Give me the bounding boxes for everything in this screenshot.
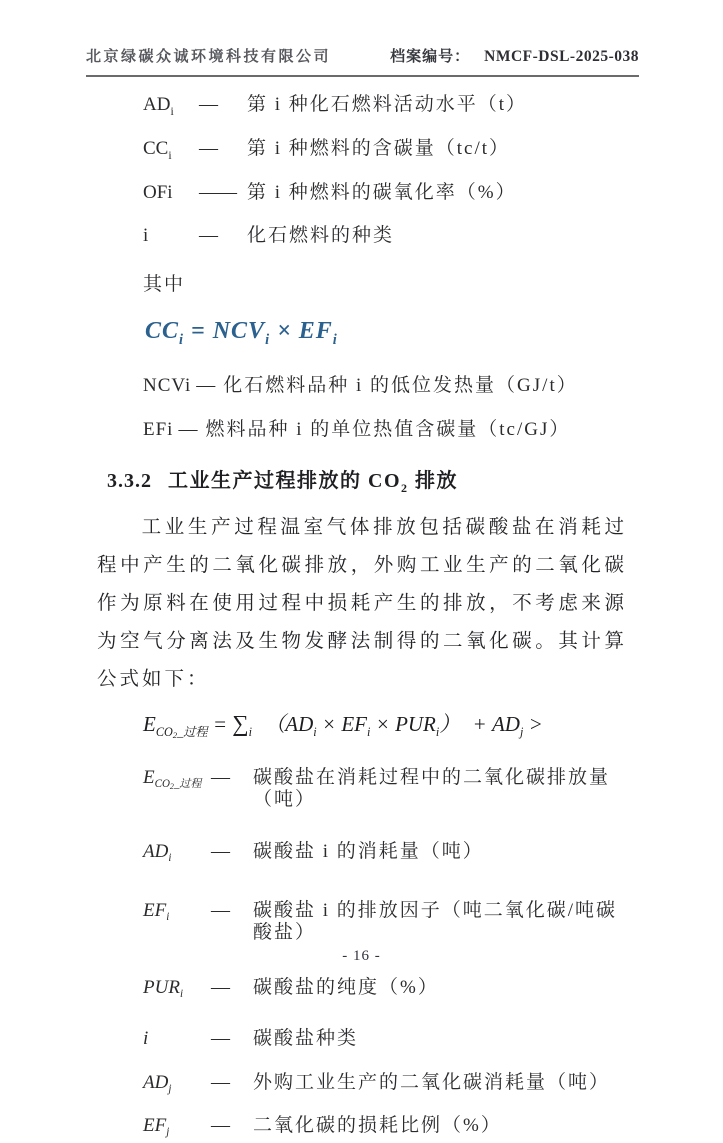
symbol: i — [143, 1027, 149, 1049]
dash: — — [211, 840, 230, 862]
definition-text: 碳酸盐在消耗过程中的二氧化碳排放量（吨） — [253, 766, 611, 810]
definition-row-cci — [143, 138, 627, 166]
symbol: $CC_i$ — [143, 137, 172, 162]
company-name: 北京绿碳众诚环境科技有限公司 — [86, 49, 332, 65]
definition-text: 碳酸盐 i 的消耗量（吨） — [253, 840, 484, 862]
definition-text: 外购工业生产的二氧化碳消耗量（吨） — [253, 1071, 611, 1093]
formula-process-emission: $E_{CO2\_过程} = \sum_i$ $(AD_i \times EF_i \times PUR_i) + AD_j$ > — [143, 710, 543, 740]
archive-label: 档案编号： — [390, 49, 471, 65]
symbol: $AD_j$ — [143, 1071, 172, 1095]
symbol: $PUR_i$ — [143, 976, 183, 1000]
definition-row-adj — [143, 1072, 627, 1100]
definition-text: 碳酸盐的纯度（%） — [253, 976, 439, 998]
section-heading — [107, 464, 627, 496]
definition-text: 第 i 种燃料的含碳量（tc/t） — [247, 137, 511, 159]
document-body — [97, 88, 627, 1143]
formula-cc-ncv-ef: $CC_i = NCV_i \times EF_i$ — [145, 318, 338, 348]
dash: — — [211, 1114, 230, 1136]
definition-row-ofi — [143, 182, 627, 210]
definition-row-efi — [143, 900, 627, 944]
archive-number-group — [390, 45, 639, 66]
definition-text: 碳酸盐 i 的排放因子（吨二氧化碳/吨碳酸盐） — [253, 899, 618, 943]
dash: — — [178, 418, 199, 440]
definition-row-e-process — [143, 767, 627, 811]
dash: — — [211, 899, 230, 921]
symbol: $EF_i$ — [143, 899, 170, 923]
dash: — — [199, 94, 218, 115]
dash: — — [199, 225, 218, 247]
symbol: i — [143, 225, 149, 247]
definition-text: 燃料品种 i 的单位热值含碳量（tc/GJ） — [205, 418, 571, 440]
definition-row-adi — [143, 841, 627, 869]
fossil-definition-list — [143, 94, 627, 253]
dash: — — [211, 1071, 230, 1093]
page-header — [86, 45, 639, 77]
definition-row-i — [143, 225, 627, 253]
among-label: 其中 — [143, 274, 186, 296]
definition-text: 化石燃料品种 i 的低位发热量（GJ/t） — [223, 374, 578, 396]
definition-row-i — [143, 1028, 627, 1056]
dash: — — [211, 1027, 230, 1049]
definition-row-adi — [143, 94, 627, 122]
symbol: $AD_i$ — [143, 840, 172, 864]
dash: — — [199, 137, 218, 159]
definition-text: 二氧化碳的损耗比例（%） — [253, 1114, 502, 1136]
symbol: EFi — [143, 418, 174, 440]
dash: — — [211, 766, 230, 788]
section-number: 3.3.2 — [107, 469, 152, 492]
section-title: 工业生产过程排放的 $CO_2$ 排放 — [168, 469, 458, 495]
definition-line-efi — [143, 414, 627, 441]
definition-row-efj — [143, 1115, 627, 1143]
symbol: $EF_j$ — [143, 1114, 170, 1138]
archive-number: NMCF-DSL-2025-038 — [484, 48, 639, 65]
definition-text: 化石燃料的种类 — [247, 225, 395, 247]
definition-text: 第 i 种燃料的碳氧化率（%） — [247, 181, 517, 203]
symbol: NCVi — [143, 374, 192, 396]
page-number: - 16 - — [342, 948, 381, 964]
body-paragraph: 工业生产过程温室气体排放包括碳酸盐在消耗过程中产生的二氧化碳排放，外购工业生产的二氧化碳作为原料在使用过程中损耗产生的排放，不考虑来源为空气分离法及生物发酵法制得的二氧化碳。其计算公式如下： — [97, 516, 627, 690]
dash: — — [211, 976, 230, 998]
dash: —— — [199, 181, 237, 203]
symbol: OFi — [143, 181, 173, 203]
symbol: $AD_i$ — [143, 94, 174, 118]
definition-text: 第 i 种化石燃料活动水平（t） — [247, 94, 528, 115]
definition-row-puri — [143, 977, 627, 1005]
definition-line-ncvi — [143, 370, 627, 397]
definition-text: 碳酸盐种类 — [253, 1027, 359, 1049]
symbol: $E_{CO2\_过程}$ — [143, 766, 202, 791]
dash: — — [196, 374, 217, 396]
